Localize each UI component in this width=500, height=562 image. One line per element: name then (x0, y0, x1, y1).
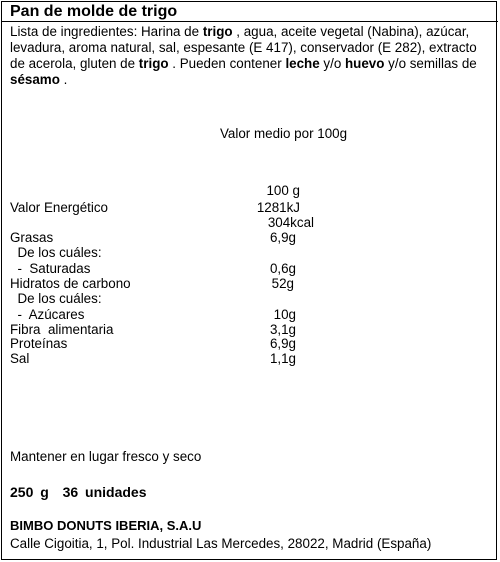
allergen-text: trigo (202, 24, 233, 39)
nutrition-row-value: 3,1g (269, 322, 296, 337)
allergen-text: leche (285, 56, 320, 71)
nutrition-row-value: 1,1g (269, 351, 296, 366)
nutrition-row-label: De los cuáles: (10, 291, 102, 306)
allergen-text: sésamo (10, 72, 60, 87)
nutrition-row-value: 10g (273, 307, 296, 322)
nutrition-row-value: 0,6g (269, 261, 296, 276)
nutrition-row-label: Fibra alimentaria (10, 322, 114, 337)
nutrition-row-label: Grasas (10, 230, 54, 245)
ingredient-text: . Pueden contener (168, 56, 286, 71)
nutrition-row-label: Proteínas (10, 336, 68, 351)
company-address: Calle Cigoitia, 1, Pol. Industrial Las Mercedes, 28022, Madrid (España) (10, 536, 432, 551)
ingredient-text: Lista de ingredientes: Harina de (10, 24, 203, 39)
nutrition-column-label: 100 g (266, 183, 300, 198)
label-frame (1, 1, 497, 560)
company-name: BIMBO DONUTS IBERIA, S.A.U (10, 518, 202, 533)
ingredient-text: y/o semillas de (384, 56, 477, 71)
nutrition-row-label: Sal (10, 351, 30, 366)
allergen-text: huevo (345, 56, 385, 71)
nutrition-row-label: De los cuáles: (10, 245, 102, 260)
allergen-text: trigo (138, 56, 169, 71)
nutrition-row-label: Hidratos de carbono (10, 276, 131, 291)
nutrition-row-value: 6,9g (269, 336, 296, 351)
title-divider (2, 21, 498, 22)
package-info: 250 g 36 unidades (10, 484, 147, 500)
nutrition-row-value: 1281kJ (256, 200, 300, 215)
nutrition-row-value: 6,9g (269, 230, 296, 245)
nutrition-row-label: - Saturadas (10, 261, 91, 276)
nutrition-row-label: - Azúcares (10, 307, 85, 322)
product-title: Pan de molde de trigo (10, 3, 178, 20)
ingredient-text: , agua, aceite vegetal (Nabina), azúcar, levadura, aroma natural, sal, espesante (E 417), conservador (E 282), extracto de acerola, gluten de (10, 24, 477, 71)
nutrition-row-value: 52g (271, 276, 294, 291)
nutrition-row-value: 304kcal (267, 215, 314, 230)
nutrition-header: Valor medio por 100g (220, 126, 348, 141)
ingredient-text: . (59, 72, 68, 87)
ingredient-text: y/o (319, 56, 345, 71)
storage-instructions: Mantener en lugar fresco y seco (10, 449, 202, 464)
nutrition-row-label: Valor Energético (10, 200, 109, 215)
ingredients-list (10, 24, 492, 88)
